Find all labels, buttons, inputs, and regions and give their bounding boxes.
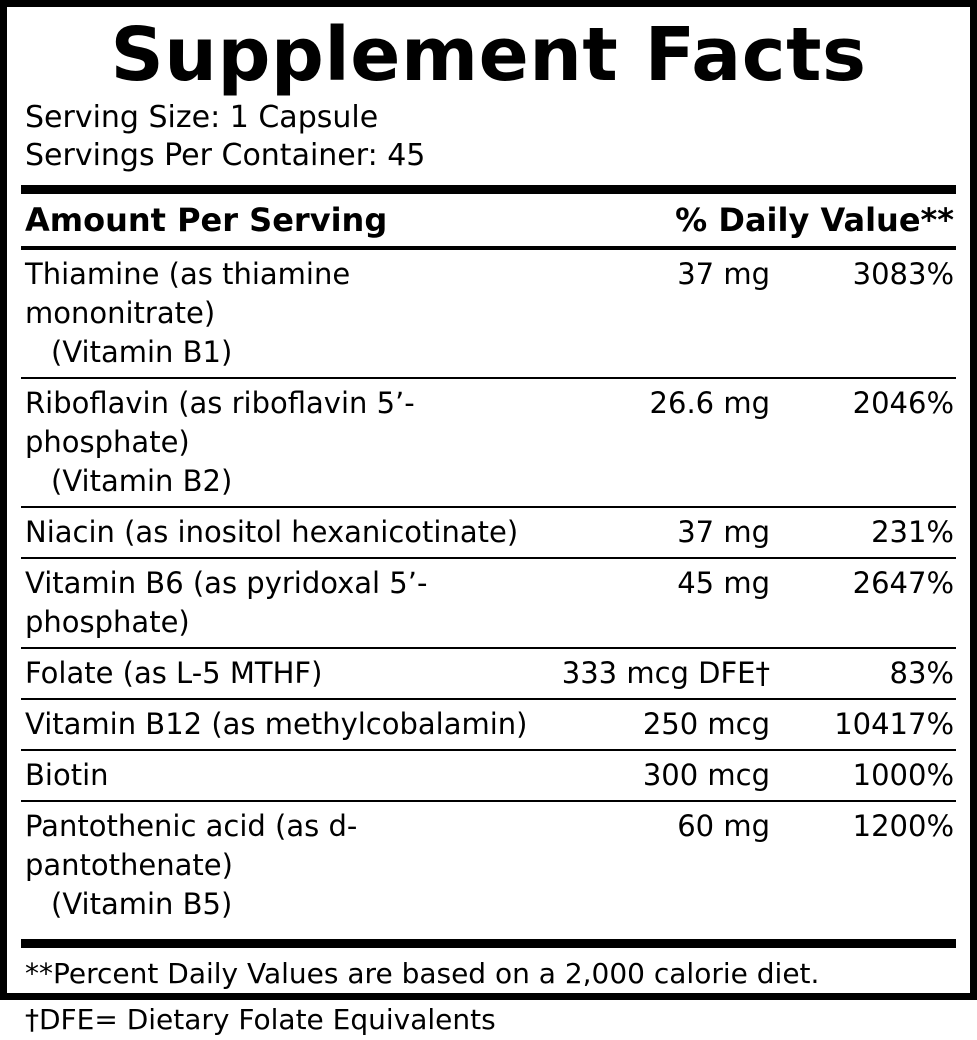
header-daily-value: % Daily Value** [675, 201, 954, 239]
nutrient-subname-text: (Vitamin B5) [51, 887, 233, 921]
nutrient-name [25, 654, 555, 693]
table-header-row [21, 194, 956, 246]
nutrient-daily-value: 1000% [852, 758, 954, 792]
divider-thick-top [21, 185, 956, 194]
nutrient-name-text: Vitamin B12 (as methylcobalamin) [25, 707, 528, 741]
nutrient-amount: 333 mcg DFE† [561, 656, 770, 690]
nutrient-amount: 26.6 mg [649, 386, 770, 420]
table-row [21, 508, 956, 557]
nutrient-name-text: Thiamine (as thiamine mononitrate) [25, 257, 351, 330]
nutrient-amount: 45 mg [677, 566, 770, 600]
nutrient-amount: 250 mcg [642, 707, 770, 741]
nutrient-name [25, 513, 555, 552]
nutrient-amount: 300 mcg [642, 758, 770, 792]
nutrient-name-text: Pantothenic acid (as d-pantothenate) [25, 809, 358, 882]
page-title: Supplement Facts [110, 12, 867, 98]
nutrient-daily-value: 231% [871, 515, 954, 549]
serving-size: Serving Size: 1 Capsule [25, 100, 379, 135]
nutrient-daily-value: 3083% [852, 257, 954, 291]
nutrient-name [25, 705, 555, 744]
nutrient-name [25, 384, 555, 501]
nutrient-daily-value: 2647% [852, 566, 954, 600]
nutrient-name [25, 255, 555, 372]
nutrient-name-text: Biotin [25, 758, 109, 792]
nutrient-subname-text: (Vitamin B2) [51, 464, 233, 498]
header-amount-per-serving: Amount Per Serving [25, 201, 388, 239]
nutrient-name-text: Riboflavin (as riboflavin 5’-phosphate) [25, 386, 415, 459]
nutrient-name [25, 807, 555, 924]
nutrient-amount: 37 mg [677, 515, 770, 549]
table-row [21, 379, 956, 506]
nutrient-name-text: Folate (as L-5 MTHF) [25, 656, 323, 690]
nutrient-subname-text: (Vitamin B1) [51, 335, 233, 369]
table-row [21, 559, 956, 647]
nutrient-amount: 37 mg [677, 257, 770, 291]
footnote-daily-value: **Percent Daily Values are based on a 2,000 calorie diet. [25, 957, 820, 990]
table-row [21, 751, 956, 800]
table-row [21, 649, 956, 698]
table-row [21, 802, 956, 929]
nutrient-daily-value: 2046% [852, 386, 954, 420]
nutrient-name [25, 756, 555, 795]
nutrient-amount: 60 mg [677, 809, 770, 843]
footnote-dfe: †DFE= Dietary Folate Equivalents [25, 1003, 496, 1036]
nutrient-name [25, 564, 555, 642]
nutrient-daily-value: 1200% [852, 809, 954, 843]
nutrient-name-text: Vitamin B6 (as pyridoxal 5’-phosphate) [25, 566, 428, 639]
nutrient-name-text: Niacin (as inositol hexanicotinate) [25, 515, 519, 549]
table-row [21, 250, 956, 377]
nutrient-daily-value: 83% [889, 656, 954, 690]
divider-thick-bottom [21, 939, 956, 948]
table-row [21, 700, 956, 749]
servings-per-container: Servings Per Container: 45 [25, 138, 426, 173]
nutrient-daily-value: 10417% [834, 707, 954, 741]
